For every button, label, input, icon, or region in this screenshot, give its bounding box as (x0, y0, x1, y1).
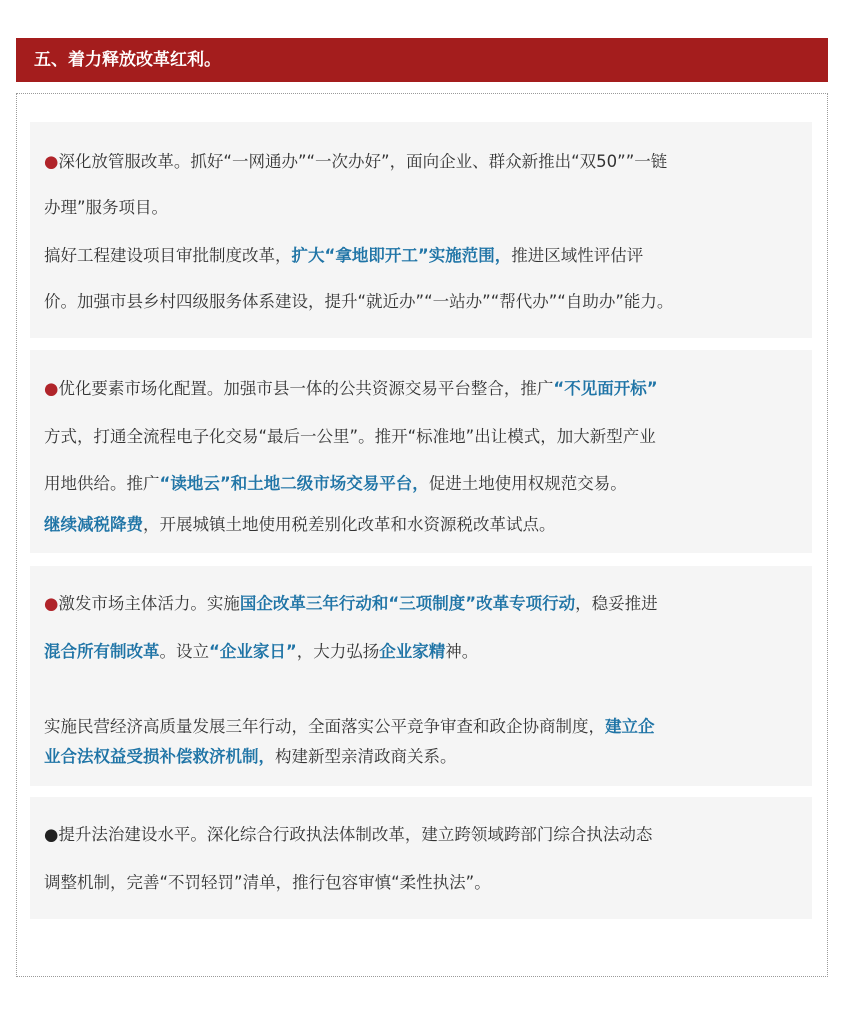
body-text: 。设立 (159, 642, 209, 661)
body-text: 构建新型亲清政商关系。 (275, 747, 457, 766)
highlight-text: 国企改革三年行动和“三项制度”改革专项行动 (239, 594, 576, 613)
body-text: 调整机制，完善“不罚轻罚”清单，推行包容审慎“柔性执法”。 (44, 873, 491, 892)
section-title: 五、着力释放改革红利。 (34, 50, 221, 70)
card-streamline-services (30, 122, 812, 338)
highlight-text: 混合所有制改革 (44, 642, 160, 661)
body-text: ，大力弘扬 (296, 642, 380, 661)
card-market-entities (30, 566, 812, 786)
section-header (16, 38, 828, 82)
paragraph-line (44, 638, 478, 662)
body-text: 促进土地使用权规范交易。 (428, 474, 627, 493)
bullet-icon: ● (44, 379, 59, 398)
highlight-text: 扩大“拿地即开工”实施范围， (291, 246, 512, 265)
body-text: 激发市场主体活力。实施 (58, 594, 240, 613)
paragraph-line (44, 869, 491, 893)
paragraph-line (44, 148, 667, 172)
highlight-text: “不见面开标” (553, 379, 658, 398)
paragraph-line (44, 375, 658, 399)
body-text: ，稳妥推进 (575, 594, 658, 613)
paragraph-line (44, 590, 658, 614)
body-text: 实施民营经济高质量发展三年行动，全面落实公平竞争审查和政企协商制度， (44, 717, 605, 736)
paragraph-line (44, 713, 655, 737)
body-text: 价。加强市县乡村四级服务体系建设，提升“就近办”“一站办”“帮代办”“自助办”能力。 (44, 292, 674, 311)
highlight-text: “读地云”和土地二级市场交易平台， (159, 474, 429, 493)
bullet-icon: ● (44, 594, 59, 613)
highlight-text: “企业家日” (209, 642, 297, 661)
highlight-text: 建立企 (605, 717, 655, 736)
body-text: 搞好工程建设项目审批制度改革， (44, 246, 292, 265)
body-text: 优化要素市场化配置。加强市县一体的公共资源交易平台整合，推广 (58, 379, 554, 398)
paragraph-line (44, 288, 673, 312)
bullet-icon: ● (44, 825, 59, 844)
card-factor-market (30, 350, 812, 553)
bullet-icon: ● (44, 152, 59, 171)
paragraph-line (44, 242, 643, 266)
paragraph-line (44, 511, 556, 535)
body-text: 推进区域性评估评 (511, 246, 644, 265)
body-text: 办理”服务项目。 (44, 198, 169, 217)
highlight-text: 业合法权益受损补偿救济机制， (44, 747, 275, 766)
highlight-text: 继续减税降费 (44, 515, 143, 534)
body-text: 提升法治建设水平。深化综合行政执法体制改革，建立跨领域跨部门综合执法动态 (58, 825, 653, 844)
body-text: 神。 (445, 642, 479, 661)
paragraph-line (44, 423, 656, 447)
paragraph-line (44, 821, 652, 845)
body-text: ，开展城镇土地使用税差别化改革和水资源税改革试点。 (143, 515, 556, 534)
body-text: 方式，打通全流程电子化交易“最后一公里”。推开“标准地”出让模式，加大新型产业 (44, 427, 656, 446)
body-text: 用地供给。推广 (44, 474, 160, 493)
paragraph-line (44, 470, 627, 494)
paragraph-line (44, 743, 457, 767)
body-text: 深化放管服改革。抓好“一网通办”“一次办好”，面向企业、群众新推出“双50””一链 (58, 152, 668, 171)
highlight-text: 企业家精 (379, 642, 446, 661)
paragraph-line (44, 194, 168, 218)
card-rule-of-law (30, 797, 812, 919)
